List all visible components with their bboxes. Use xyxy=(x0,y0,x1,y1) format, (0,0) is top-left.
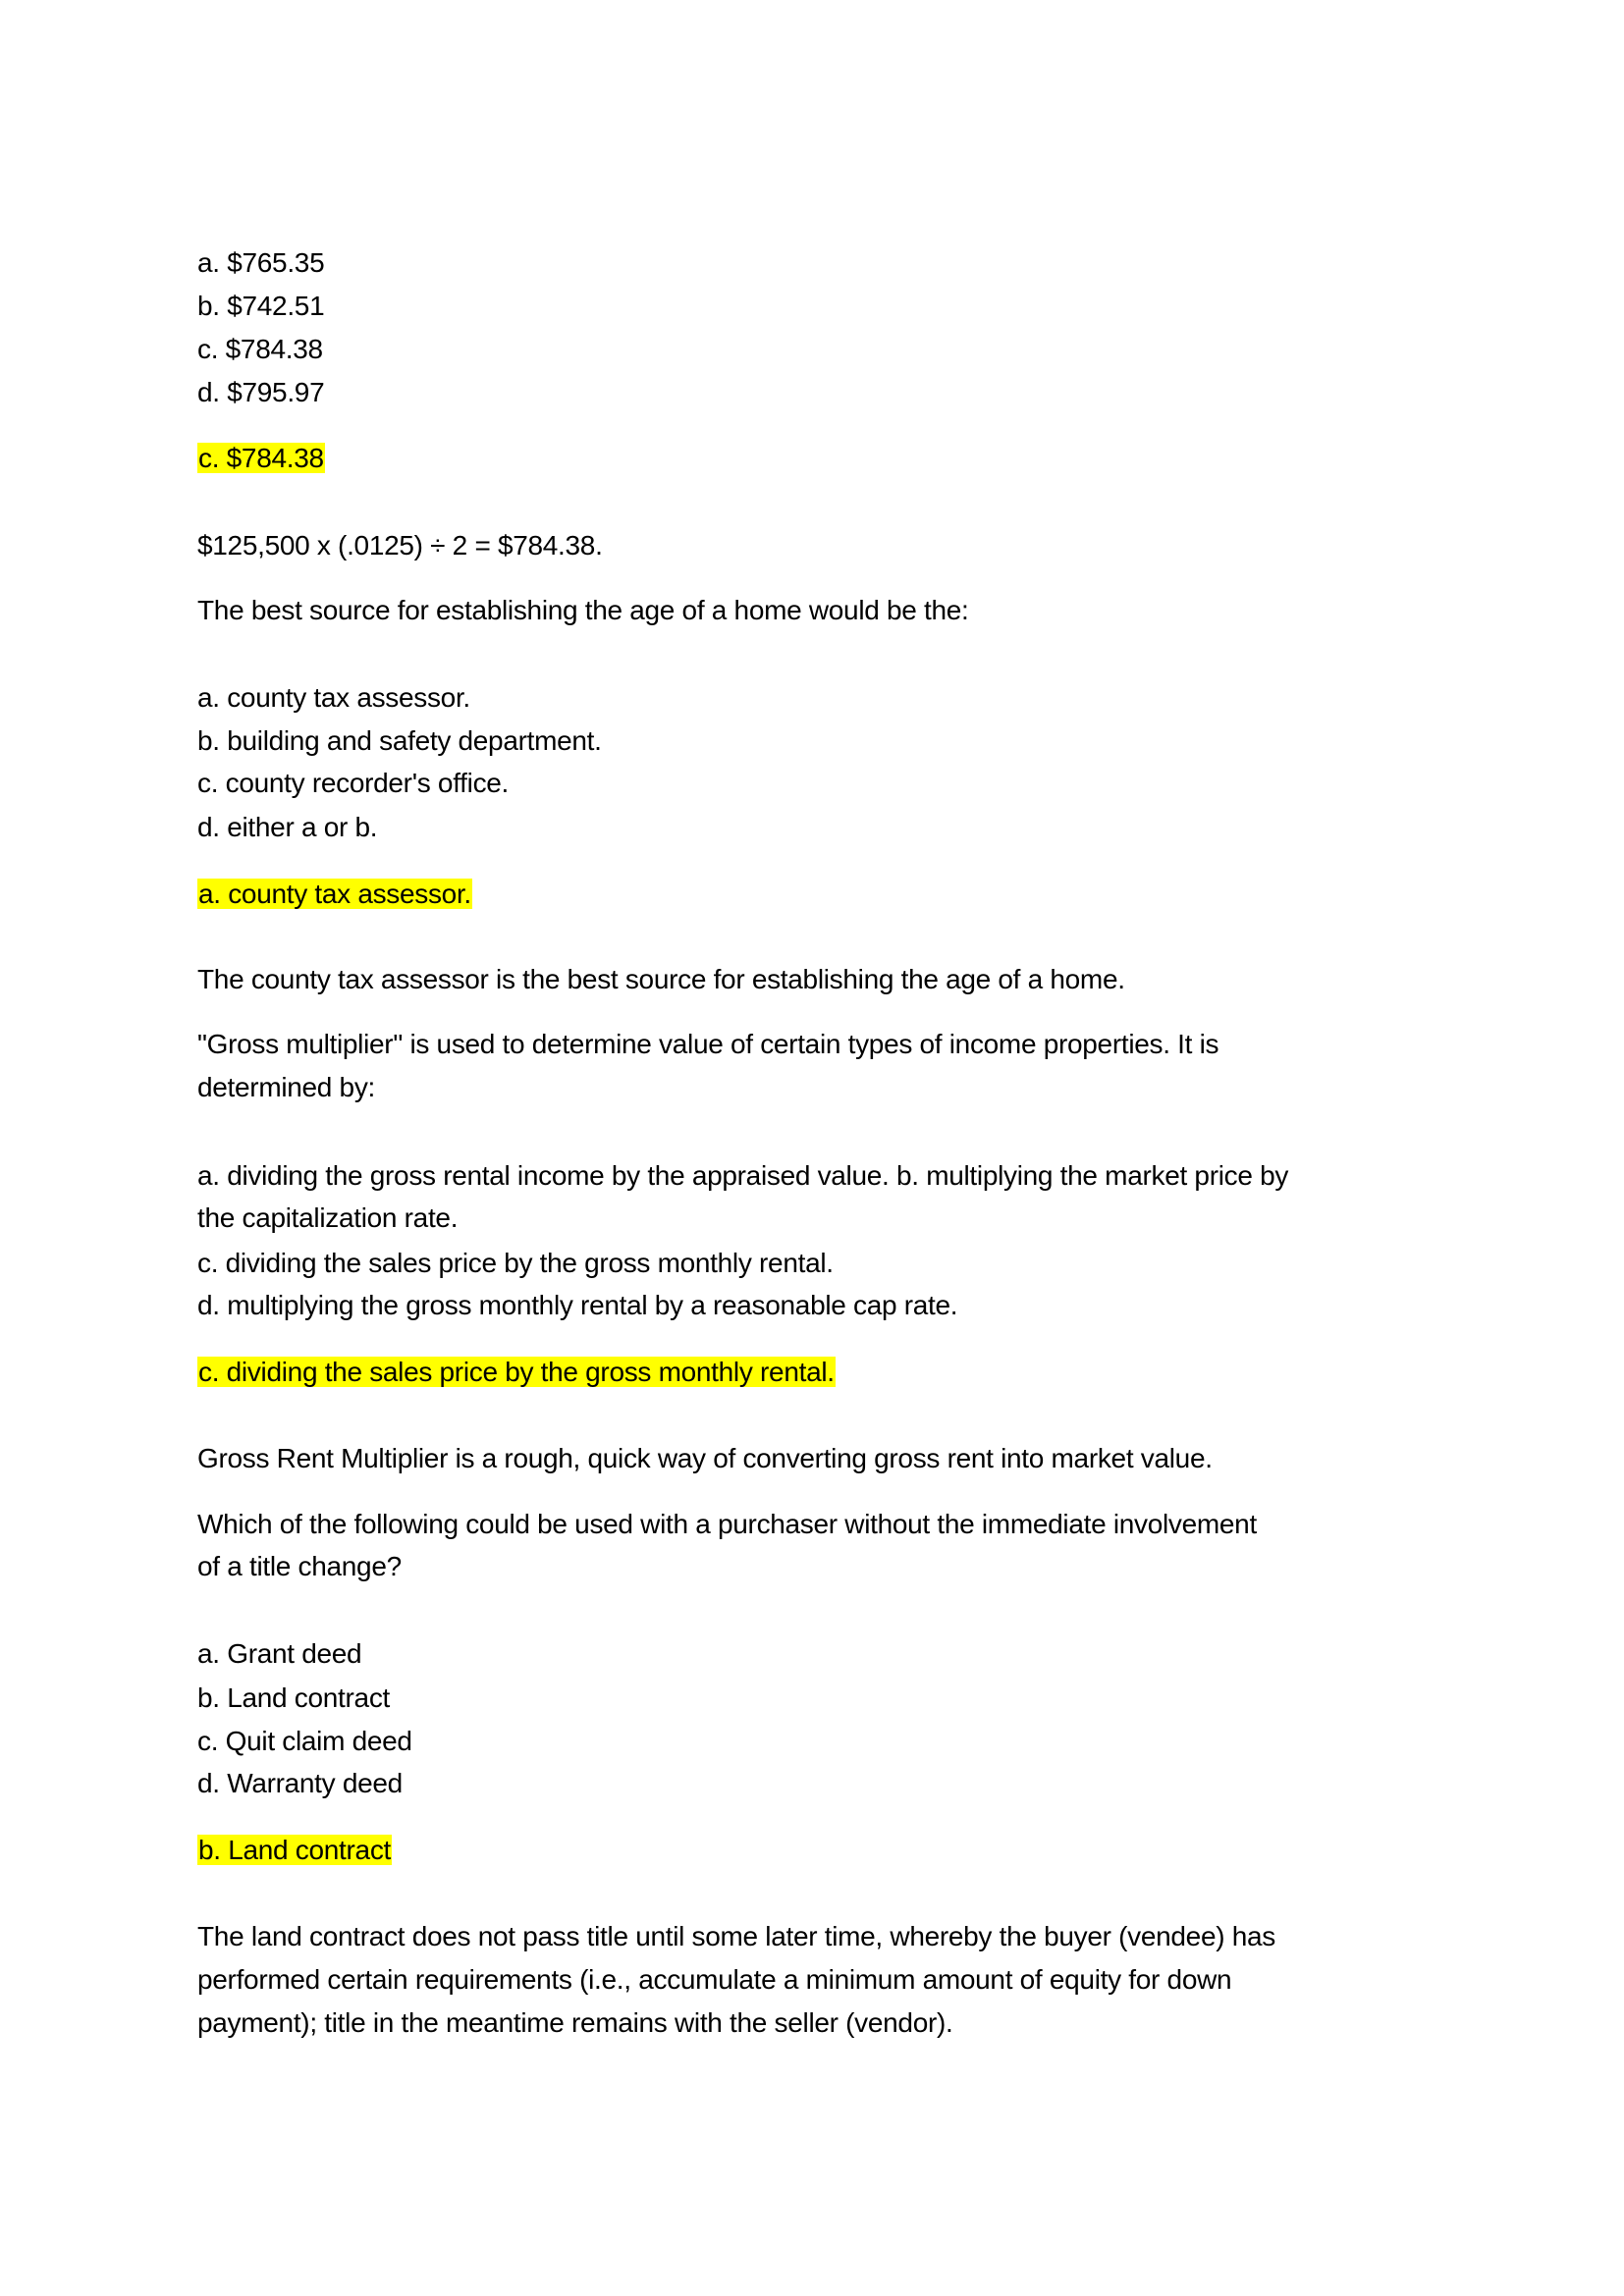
q3-option-ab-line-1: a. dividing the gross rental income by the appraised value. b. multiplying the market price by xyxy=(197,1160,1289,1191)
q1-option-d: d. $795.97 xyxy=(197,377,325,407)
q4-option-c: c. Quit claim deed xyxy=(197,1726,412,1756)
q3-answer-highlight: c. dividing the sales price by the gross monthly rental. xyxy=(198,1357,835,1387)
q1-answer-highlight: c. $784.38 xyxy=(198,443,324,473)
q2-explanation: The county tax assessor is the best source for establishing the age of a home. xyxy=(197,964,1125,994)
q2-option-a: a. county tax assessor. xyxy=(197,682,470,713)
q3-option-d: d. multiplying the gross monthly rental by a reasonable cap rate. xyxy=(197,1290,958,1320)
q2-option-b: b. building and safety department. xyxy=(197,725,602,756)
q1-option-c: c. $784.38 xyxy=(197,334,323,364)
q3-question-line-1: "Gross multiplier" is used to determine value of certain types of income properties. It is xyxy=(197,1029,1219,1059)
q2-answer-highlight: a. county tax assessor. xyxy=(198,879,471,909)
q2-option-c: c. county recorder's office. xyxy=(197,768,510,798)
q4-explanation-line-1: The land contract does not pass title until some later time, whereby the buyer (vendee) has xyxy=(197,1921,1275,1951)
q4-option-d: d. Warranty deed xyxy=(197,1768,403,1798)
q1-option-b: b. $742.51 xyxy=(197,291,325,321)
q3-option-c: c. dividing the sales price by the gross monthly rental. xyxy=(197,1248,834,1278)
q4-explanation-line-2: performed certain requirements (i.e., accumulate a minimum amount of equity for down xyxy=(197,1964,1232,1995)
q3-option-ab-line-2: the capitalization rate. xyxy=(197,1202,459,1233)
q2-question: The best source for establishing the age of a home would be the: xyxy=(197,595,969,625)
q2-option-d: d. either a or b. xyxy=(197,812,378,842)
q4-question-line-1: Which of the following could be used with a purchaser without the immediate involvement xyxy=(197,1509,1257,1539)
q4-question-line-2: of a title change? xyxy=(197,1551,402,1581)
q4-explanation-line-3: payment); title in the meantime remains with the seller (vendor). xyxy=(197,2007,953,2038)
q3-question-line-2: determined by: xyxy=(197,1072,376,1102)
q3-explanation: Gross Rent Multiplier is a rough, quick way of converting gross rent into market value. xyxy=(197,1443,1213,1473)
q1-option-a: a. $765.35 xyxy=(197,247,325,278)
q1-explanation: $125,500 x (.0125) ÷ 2 = $784.38. xyxy=(197,530,603,561)
q4-answer-highlight: b. Land contract xyxy=(198,1835,391,1865)
q4-option-b: b. Land contract xyxy=(197,1682,390,1713)
q4-option-a: a. Grant deed xyxy=(197,1638,362,1669)
